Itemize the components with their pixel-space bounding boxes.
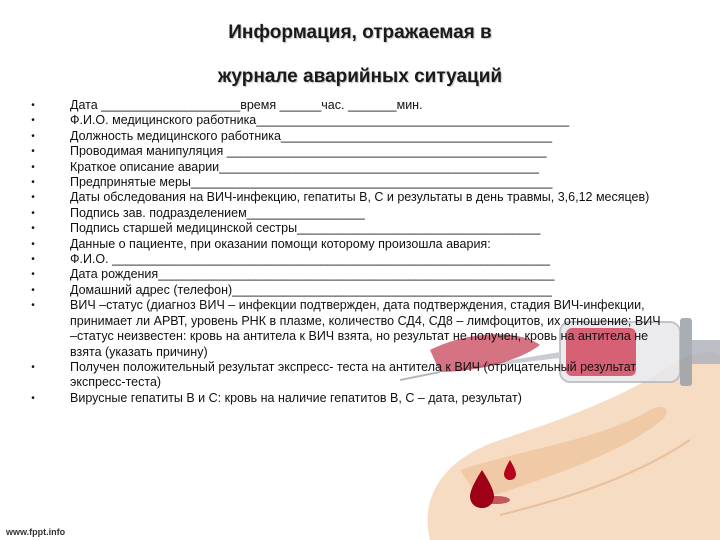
list-item: • Данные о пациенте, при оказании помощи которому произошла авария: (28, 237, 668, 252)
slide-title-line-1: Информация, отражаемая в (228, 22, 492, 43)
list-item: • Подпись старшей медицинской сестры___________________________________ (28, 221, 668, 236)
list-item: • Дата ____________________время ______час. _______мин. (28, 98, 668, 113)
bullet-icon: • (31, 361, 35, 373)
list-item: • Предпринятые меры____________________________________________________ (28, 175, 668, 190)
list-item: • Должность медицинского работника_______________________________________ (28, 129, 668, 144)
bullet-icon: • (31, 115, 35, 127)
list-item: • Даты обследования на ВИЧ-инфекцию, гепатиты В, С и результаты в день травмы, 3,6,12 месяцев) (28, 190, 668, 205)
list-item: • Ф.И.О. _______________________________________________________________ (28, 252, 668, 267)
bullet-icon: • (31, 192, 35, 204)
bullet-icon: • (31, 100, 35, 111)
bullet-icon: • (31, 284, 35, 296)
list-item: • ВИЧ –статус (диагноз ВИЧ – инфекции подтвержден, дата подтверждения, стадия ВИЧ-инфекции, принимает ли АРВТ, уровень РНК в плазме, количество СД4, СД8 – лимфоцитов, их отношение; ВИЧ –статус неизвестен: кровь на антитела к ВИЧ взята, но результат не получен, кровь на антитела не взята (указать причину) (28, 298, 668, 360)
list-item: • Краткое описание аварии______________________________________________ (28, 160, 668, 175)
list-item: • Подпись зав. подразделением_________________ (28, 206, 668, 221)
bullet-icon: • (31, 300, 35, 312)
list-item: • Домашний адрес (телефон)______________________________________________ (28, 283, 668, 298)
bullet-icon: • (31, 392, 35, 404)
journal-fields-list (28, 98, 668, 406)
bullet-icon: • (31, 161, 35, 173)
list-item: • Получен положительный результат экспресс- теста на антитела к ВИЧ (отрицательный результат экспресс-теста) (28, 360, 668, 391)
footer-site-label: www.fppt.info (6, 527, 66, 537)
list-item: • Проводимая манипуляция ______________________________________________ (28, 144, 668, 159)
list-item: • Дата рождения_________________________________________________________ (28, 267, 668, 282)
bullet-icon: • (31, 238, 35, 250)
slide-title-line-2: журнале аварийных ситуаций (217, 66, 503, 87)
list-item: • Ф.И.О. медицинского работника_____________________________________________ (28, 113, 668, 128)
list-item: • Вирусные гепатиты В и С: кровь на наличие гепатитов В, С – дата, результат) (28, 391, 668, 406)
bullet-icon: • (31, 254, 35, 266)
bullet-icon: • (31, 130, 35, 142)
bullet-icon: • (31, 207, 35, 219)
bullet-icon: • (31, 269, 35, 281)
bullet-icon: • (31, 177, 35, 189)
bullet-icon: • (31, 223, 35, 235)
bullet-icon: • (31, 146, 35, 158)
